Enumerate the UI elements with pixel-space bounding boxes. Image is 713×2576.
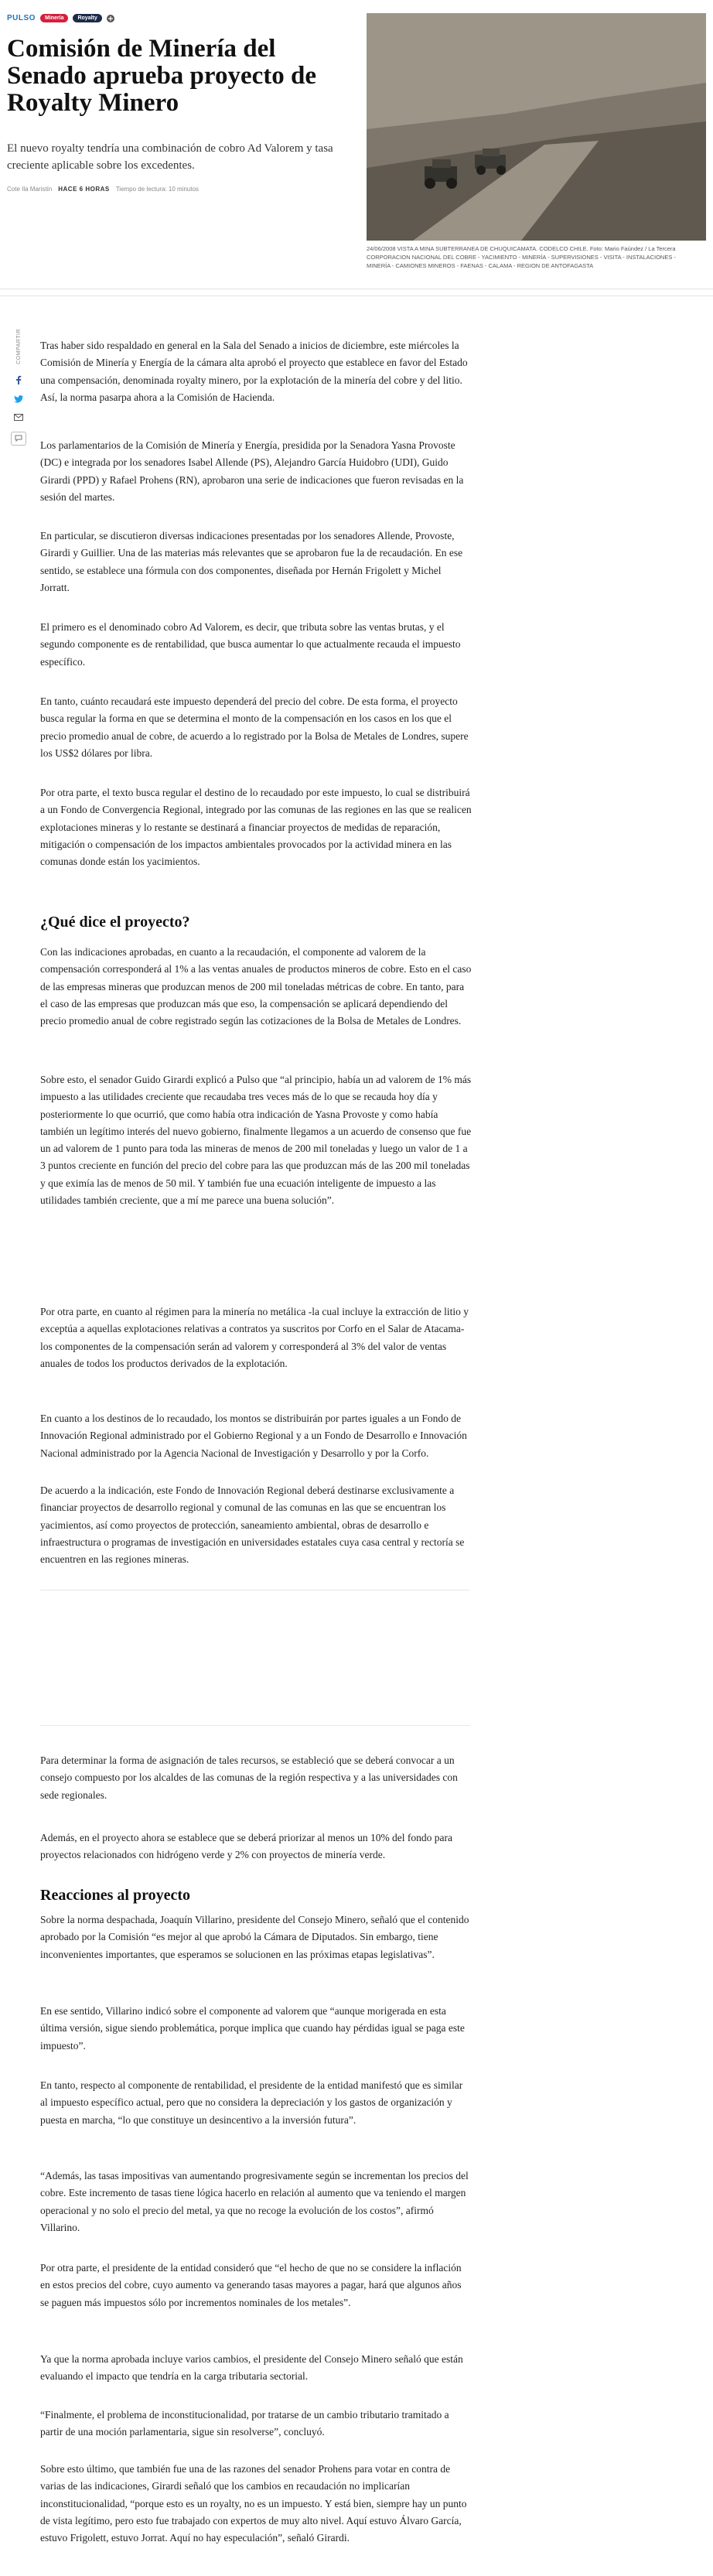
divider: [40, 1725, 470, 1726]
section-heading: ¿Qué dice el proyecto?: [40, 914, 190, 931]
article-paragraph: En tanto, respecto al componente de rentabilidad, el presidente de la entidad manifestó que es similar al impuesto específico actual, pero que no considera la depreciación y los gastos de organización y puesta en marcha, “lo que constituye un desincentivo a la inversión futura”.: [40, 2079, 463, 2126]
article-paragraph: Tras haber sido respaldado en general en la Sala del Senado a inicios de diciembre, este miércoles la Comisión de Minería y Energía de la cámara alta aprobó el proyecto que establece en favor del Estado una compensación, denominada royalty minero, por la explotación de la minería del cobre y del litio. Así, la norma pasarpa ahora a la Comisión de Hacienda.: [40, 340, 468, 403]
article-paragraph: Sobre esto último, que también fue una de las razones del senador Prohens para votar en contra de varias de las indicaciones, Girardi señaló que los cambios en recaudación no implicarían inconstitucionalidad, “porque esto es un royalty, no es un impuesto. Y está bien, siempre hay un punto de vista legítimo, pero esto fue trabajado con expertos de muy alto nivel. Aquí estuvo Álvaro García, estuvo Frigolett, estuvo Jorrat. Aquí no hay especulación”, señaló Girardi.: [40, 2463, 467, 2544]
article-paragraph: “Finalmente, el problema de inconstitucionalidad, por tratarse de un cambio tributario tramitado a partir de una moción parlamentaria, sigue sin resolverse”, concluyó.: [40, 2409, 449, 2438]
article-paragraph: Por otra parte, el texto busca regular el destino de lo recaudado por este impuesto, lo cual se distribuirá a un Fondo de Convergencia Regional, integrado por las comunas de las regiones en las que se realicen explotaciones mineras y lo restante se destinará a financiar proyectos de medidas de reparación, mitigación o compensación de los impactos ambientales provocados por la actividad minera en las comunas donde están los yacimientos.: [40, 787, 472, 868]
share-label: COMPARTIR: [15, 329, 22, 364]
tag-badge-royalty[interactable]: Royalty: [73, 14, 101, 22]
article-paragraph: “Además, las tasas impositivas van aumentando progresivamente según se incrementan los precios del cobre. Este incremento de tasas tiene lógica hacerlo en relación al aumento que va teniendo el margen operacional y no solo el precio del metal, ya que no recoge la evolución de los costos”, afirmó Villarino.: [40, 2170, 469, 2233]
article-paragraph: Además, en el proyecto ahora se establece que se deberá priorizar al menos un 10% del fondo para proyectos relacionados con hidrógeno verde y 2% con proyectos de minería verde.: [40, 1832, 453, 1861]
article-title: Comisión de Minería del Senado aprueba proyecto de Royalty Minero: [7, 35, 316, 117]
author-name[interactable]: Cote Ila Maristín: [7, 186, 53, 193]
section-row: [7, 14, 114, 22]
article-paragraph: En ese sentido, Villarino indicó sobre el componente ad valorem que “aunque morigerada en esta última versión, sigue siendo problemática, porque implica que cuando hay pérdidas igual se paga este impuesto”.: [40, 2005, 465, 2052]
read-time: Tiempo de lectura: 10 minutos: [115, 186, 200, 193]
article-paragraph: Sobre la norma despachada, Joaquín Villarino, presidente del Consejo Minero, señaló que el contenido aprobado por la Comisión “es mejor al que aprobó la Cámara de Diputados. Sin embargo, tiene inconvenientes importantes, que esperamos se solucionen en las próximas etapas legislativas”.: [40, 1914, 469, 1960]
byline: [7, 186, 199, 193]
tag-badge-mineria[interactable]: Minería: [40, 14, 69, 22]
section-heading: Reacciones al proyecto: [40, 1887, 191, 1904]
article-paragraph: De acuerdo a la indicación, este Fondo de Innovación Regional deberá destinarse exclusivamente a financiar proyectos de desarrollo regional y comunal de las comunas en las que se encuentran los yacimientos, así como proyectos de protección, saneamiento ambiental, obras de desarrollo e infraestructura o programas de investigación en universidades estatales cuya casa central y rectoría se encuentren en las regiones mineras.: [40, 1484, 465, 1566]
article-paragraph: En cuanto a los destinos de lo recaudado, los montos se distribuirán por partes iguales a un Fondo de Innovación Regional administrado por el Gobierno Regional y a un Fondo de Desarrollo e Innovación Nacional administrado por la Agencia Nacional de Investigación y Desarrollo y por la Corfo.: [40, 1413, 467, 1459]
publish-time: HACE 6 HORAS: [58, 186, 110, 193]
article-paragraph: Sobre esto, el senador Guido Girardi explicó a Pulso que “al principio, había un ad valorem de 1% más impuesto a las utilidades creciente que recaudaba tres veces más de lo que se recauda hoy día y posteriormente lo que ocurrió, que como había otra indicación de Yasna Provoste y como había también un legítimo interés del nuevo gobierno, finalmente llegamos a un acuerdo de consenso que fue un ad valorem de 1 punto para toda las mineras de menos de 200 mil toneladas y luego un valor de 1 a 3 puntos creciente en función del precio del cobre para las que produzcan más de las 200 mil toneladas y que eximía las de menos de 50 mil. Y también fue una ecuación inteligente de impuesto a las utilidades también creciente, que a mí me parece una buena solución”.: [40, 1074, 472, 1207]
article-paragraph: El primero es el denominado cobro Ad Valorem, es decir, que tributa sobre las ventas brutas, y el segundo componente es de rentabilidad, que busca aumentar lo que actualmente recauda el impuesto específico.: [40, 621, 461, 668]
article-paragraph: Para determinar la forma de asignación de tales recursos, se estableció que se deberá convocar a un consejo compuesto por los alcaldes de las comunas de la región respectiva y a las universidades con sede regionales.: [40, 1754, 458, 1801]
facebook-icon[interactable]: [15, 375, 22, 384]
comment-icon[interactable]: [11, 432, 26, 446]
section-label[interactable]: PULSO: [7, 14, 36, 22]
article-paragraph: En tanto, cuánto recaudará este impuesto dependerá del precio del cobre. De esta forma, el proyecto busca regular la forma en que se determina el monto de la compensación en los casos en los que el precio promedio anual de cobre, de acuerdo a lo registrado por la Bolsa de Metales de Londres, supere los US$2 dólares por libra.: [40, 695, 469, 759]
article-paragraph: Con las indicaciones aprobadas, en cuanto a la recaudación, el componente ad valorem de la compensación corresponderá al 1% a las ventas anuales de productos mineros de cobre. Esto en el caso de las empresas mineras que produzcan menos de 200 mil toneladas métricas de cobre. En tanto, para el caso de las empresas que produzcan más que eso, la compensación se aplicará dependiendo del precio promedio anual de cobre registrado según las cotizaciones de la Bolsa de Metales de Londres.: [40, 946, 472, 1027]
article-paragraph: Ya que la norma aprobada incluye varios cambios, el presidente del Consejo Minero señaló que están evaluando el impacto que tendría en la carga tributaria sectorial.: [40, 2353, 463, 2383]
mine-photo: [367, 13, 706, 241]
article-paragraph: Por otra parte, el presidente de la entidad consideró que “el hecho de que no se considere la inflación en estos precios del cobre, cuyo aumento va generando tasas mayores a pagar, hará que algunos años se paguen más impuestos sólo por incrementos nominales de los metales”.: [40, 2262, 462, 2308]
article-subtitle: El nuevo royalty tendría una combinación de cobro Ad Valorem y tasa creciente aplicable sobre los excedentes.: [7, 142, 333, 172]
more-tags-icon[interactable]: [107, 15, 114, 22]
share-bar: [11, 329, 26, 446]
article-paragraph: Por otra parte, en cuanto al régimen para la minería no metálica -la cual incluye la extracción de litio y exceptúa a aquellas explotaciones relativas a contratos ya suscritos por Corfo en el Salar de Atacama- los componentes de la compensación serán ad valorem y corresponderá al 3% del valor de ventas anuales de todos los productos derivados de la explotación.: [40, 1306, 469, 1369]
image-caption: 24/06/2008 VISTA A MINA SUBTERRANEA DE CHUQUICAMATA. CODELCO CHILE. Foto: Mario Faúndez / La Tercera CORPORACION NACIONAL DEL COBRE - YACIMIENTO - MINERÍA - SUPERVISIONES - VISITA - INSTALACIONES - MINERÍA - CAMIONES MINEROS - FAENAS - CALAMA - REGION DE ANTOFAGASTA: [367, 245, 676, 269]
email-icon[interactable]: [14, 414, 23, 421]
article-paragraph: En particular, se discutieron diversas indicaciones presentadas por los senadores Allende, Provoste, Girardi y Guillier. Una de las materias más relevantes que se aprobaron fue la de recaudación. En ese sentido, se establece una fórmula con dos componentes, diseñada por Hernán Frigolett y Michel Jorratt.: [40, 530, 463, 593]
twitter-icon[interactable]: [14, 395, 23, 403]
article-paragraph: Los parlamentarios de la Comisión de Minería y Energía, presidida por la Senadora Yasna Provoste (DC) e integrada por los senadores Isabel Allende (PS), Alejandro García Huidobro (UDI), Guido Girardi (PPD) y Rafael Prohens (RN), aprobaron una serie de indicaciones que fueron revisadas en la sesión del martes.: [40, 439, 464, 503]
hero-image: [367, 13, 706, 241]
